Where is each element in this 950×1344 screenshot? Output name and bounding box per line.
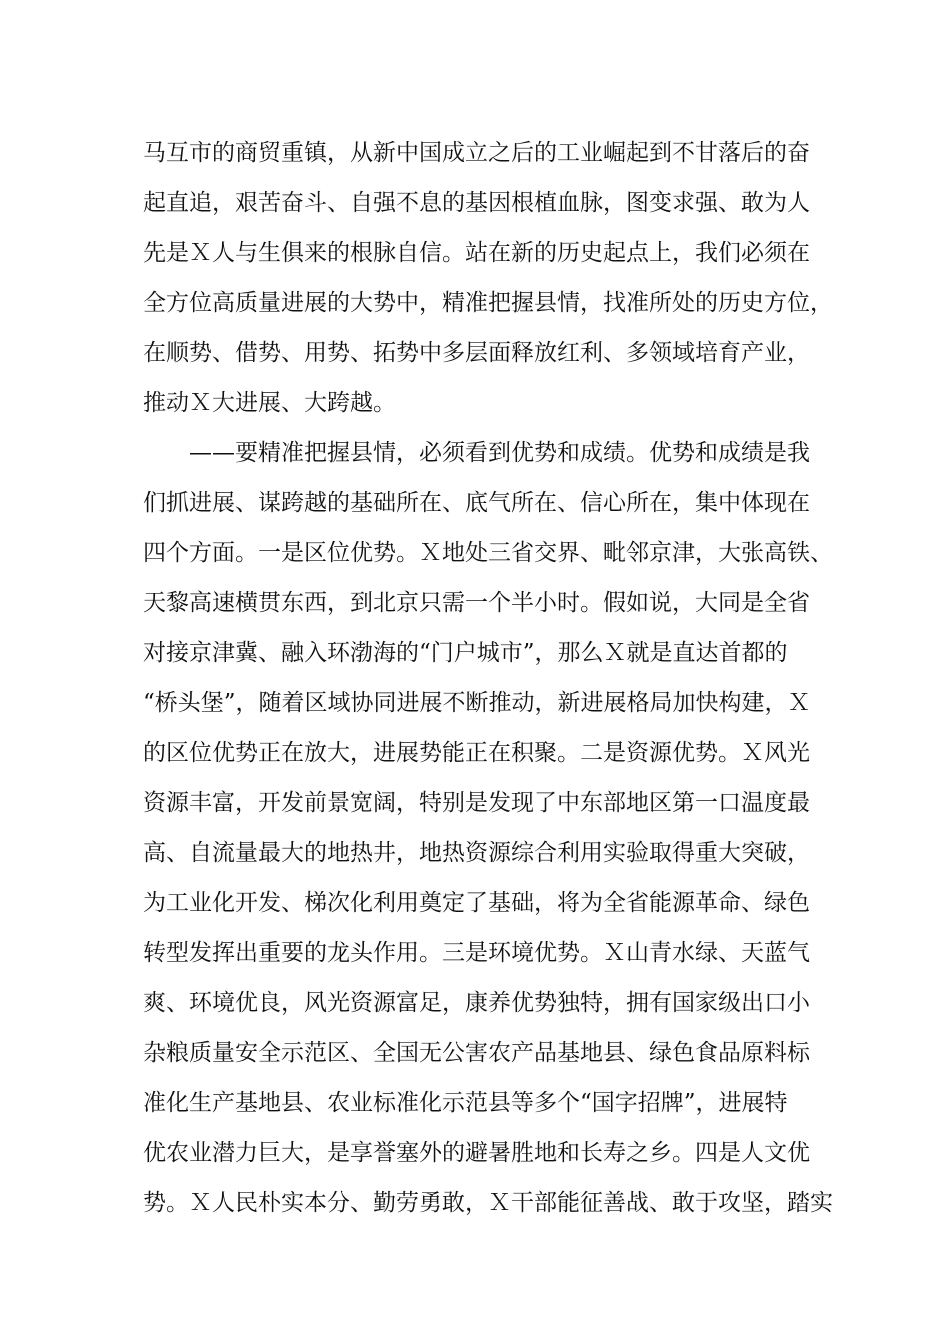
body-text xyxy=(143,128,833,1228)
text-line: 高、自流量最大的地热井，地热资源综合利用实验取得重大突破， xyxy=(143,840,810,866)
text-line: 四个方面。一是区位优势。Ｘ地处三省交界、毗邻京津，大张高铁、 xyxy=(143,540,833,566)
text-line: “桥头堡”，随着区域协同进展不断推动，新进展格局加快构建，Ｘ xyxy=(143,690,811,716)
text-line: 先是Ｘ人与生俱来的根脉自信。站在新的历史起点上，我们必须在 xyxy=(143,240,810,266)
text-line: 们抓进展、谋跨越的基础所在、底气所在、信心所在，集中体现在 xyxy=(143,490,810,516)
text-line: 在顺势、借势、用势、拓势中多层面释放红利、多领域培育产业， xyxy=(143,340,810,366)
text-line: 转型发挥出重要的龙头作用。三是环境优势。Ｘ山青水绿、天蓝气 xyxy=(143,940,810,966)
text-line: 天黎高速横贯东西，到北京只需一个半小时。假如说，大同是全省 xyxy=(143,590,810,616)
text-line: 推动Ｘ大进展、大跨越。 xyxy=(143,390,396,416)
text-line: 势。Ｘ人民朴实本分、勤劳勇敢，Ｘ干部能征善战、敢于攻坚，踏实 xyxy=(143,1190,833,1216)
text-line: 优农业潜力巨大，是享誉塞外的避暑胜地和长寿之乡。四是人文优 xyxy=(143,1140,810,1166)
text-line: 全方位高质量进展的大势中，精准把握县情，找准所处的历史方位， xyxy=(143,290,833,316)
text-line: 准化生产基地县、农业标准化示范县等多个“国字招牌”，进展特 xyxy=(143,1090,788,1116)
text-line: 起直追，艰苦奋斗、自强不息的基因根植血脉，图变求强、敢为人 xyxy=(143,190,810,216)
text-line: 为工业化开发、梯次化利用奠定了基础，将为全省能源革命、绿色 xyxy=(143,890,810,916)
paragraph-start-line: ——要精准把握县情，必须看到优势和成绩。优势和成绩是我 xyxy=(189,440,810,466)
text-line: 的区位优势正在放大，进展势能正在积聚。二是资源优势。Ｘ风光 xyxy=(143,740,810,766)
text-line: 杂粮质量安全示范区、全国无公害农产品基地县、绿色食品原料标 xyxy=(143,1040,810,1066)
text-line: 马互市的商贸重镇，从新中国成立之后的工业崛起到不甘落后的奋 xyxy=(143,140,810,166)
text-line: 爽、环境优良，风光资源富足，康养优势独特，拥有国家级出口小 xyxy=(143,990,810,1016)
text-line: 对接京津冀、融入环渤海的“门户城市”，那么Ｘ就是直达首都的 xyxy=(143,640,788,666)
text-line: 资源丰富，开发前景宽阔，特别是发现了中东部地区第一口温度最 xyxy=(143,790,810,816)
